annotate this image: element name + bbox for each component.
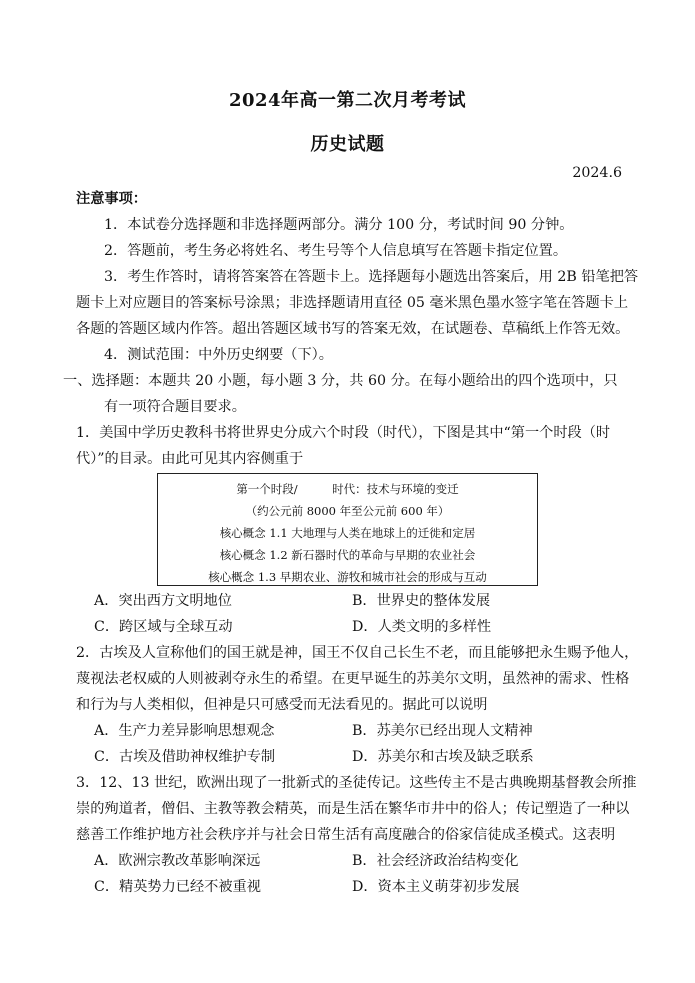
q3-stem-1: 3．12、13 世纪，欧洲出现了一批新式的圣徒传记。这些传主不是古典晚期基督教会所推	[76, 775, 637, 791]
box-line-2: （约公元前 8000 年至公元前 600 年）	[245, 504, 450, 518]
q2-option-c: C．古埃及借助神权维护专制	[94, 749, 276, 765]
box-line-4: 核心概念 1.2 新石器时代的革命与早期的农业社会	[219, 548, 476, 562]
q3-option-d: D．资本主义萌芽初步发展	[352, 879, 520, 895]
notice-item-2: 2．答题前，考生务必将姓名、考生号等个人信息填写在答题卡指定位置。	[104, 243, 568, 259]
notice-item-3-cont2: 各题的答题区域内作答。超出答题区域书写的答案无效，在试题卷、草稿纸上作答无效。	[76, 321, 630, 337]
q2-option-a: A．生产力差异影响思想观念	[94, 723, 275, 739]
exam-date: 2024.6	[572, 165, 622, 181]
q1-table-of-contents-box	[157, 473, 538, 586]
q3-stem-3: 慈善工作维护地方社会秩序并与社会日常生活有高度融合的俗家信徒成圣模式。这表明	[76, 827, 616, 843]
q1-option-c: C．跨区域与全球互动	[94, 619, 233, 635]
q2-option-b: B．苏美尔已经出现人文精神	[352, 723, 533, 739]
q3-option-a: A．欧洲宗教改革影响深远	[94, 853, 261, 869]
q1-option-b: B．世界史的整体发展	[352, 593, 491, 609]
section-heading: 一、选择题：本题共 20 小题，每小题 3 分，共 60 分。在每小题给出的四个选项中，只	[63, 373, 618, 389]
q1-stem-1: 1．美国中学历史教科书将世界史分成六个时段（时代），下图是其中“第一个时段（时	[76, 425, 611, 441]
q3-stem-2: 崇的殉道者，僧侣、主教等教会精英，而是生活在繁华市井中的俗人；传记塑造了一种以	[76, 801, 630, 817]
q3-option-b: B．社会经济政治结构变化	[352, 853, 519, 869]
q3-option-c: C．精英势力已经不被重视	[94, 879, 261, 895]
q2-stem-2: 蔑视法老权威的人则被剥夺永生的希望。在更早诞生的苏美尔文明，虽然神的需求、性格	[76, 671, 630, 687]
q2-stem-1: 2．古埃及人宣称他们的国王就是神，国王不仅自己长生不老，而且能够把永生赐予他人，	[76, 645, 639, 661]
notice-item-3-cont1: 题卡上对应题目的答案标号涂黑；非选择题请用直径 05 毫米黑色墨水签字笔在答题卡上	[76, 295, 629, 311]
notice-item-1: 1．本试卷分选择题和非选择题两部分。满分 100 分，考试时间 90 分钟。	[104, 217, 574, 233]
q2-option-d: D．苏美尔和古埃及缺乏联系	[352, 749, 534, 765]
q1-option-a: A．突出西方文明地位	[94, 593, 232, 609]
notice-heading: 注意事项：	[76, 191, 147, 207]
exam-title: 2024年高一第二次月考考试	[228, 90, 467, 111]
notice-item-3: 3．考生作答时，请将答案答在答题卡上。选择题每小题选出答案后，用 2B 铅笔把答	[104, 269, 639, 285]
exam-subject: 历史试题	[310, 134, 385, 155]
q2-stem-3: 和行为与人类相似，但神是只可感受而无法看见的。据此可以说明	[76, 697, 488, 713]
notice-item-4: 4．测试范围：中外历史纲要（下）。	[104, 347, 333, 363]
q1-option-d: D．人类文明的多样性	[352, 619, 492, 635]
box-line-5: 核心概念 1.3 早期农业、游牧和城市社会的形成与互动	[208, 570, 487, 584]
box-line-1: 第一个时段/ 时代：技术与环境的变迁	[236, 482, 459, 496]
box-line-3: 核心概念 1.1 大地理与人类在地球上的迁徙和定居	[219, 526, 476, 540]
section-heading-cont: 有一项符合题目要求。	[104, 399, 246, 415]
q1-stem-2: 代）”的目录。由此可见其内容侧重于	[76, 451, 304, 467]
